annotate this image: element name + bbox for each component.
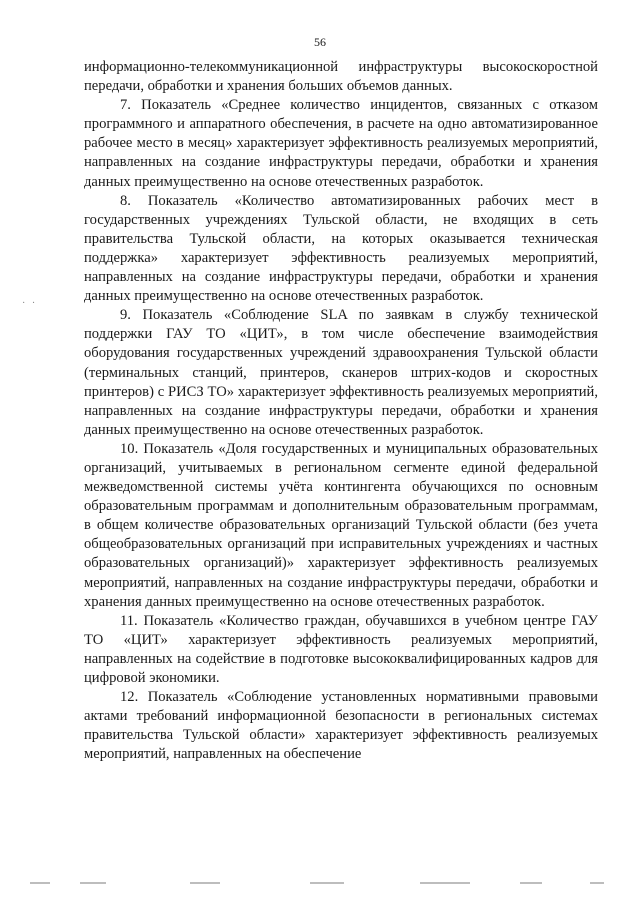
page-number: 56 (314, 35, 326, 49)
paragraph-indicator-9: 9. Показатель «Соблюдение SLA по заявкам в службу технической поддержки ГАУ ТО «ЦИТ», в том числе обеспечение взаимодействия оборудования государственных учреждений здравоохранения Тульской области (терминальных станций, принтеров, сканеров штрих-кодов и скоростных принтеров) с РИСЗ ТО» характеризует эффективность реализуемых мероприятий, направленных на создание инфраструктуры передачи, обработки и хранения данных преимущественно на основе отечественных разработок. (84, 307, 598, 438)
paragraph-continuation: информационно-телекоммуникационной инфраструктуры высокоскоростной передачи, обработки и хранения больших объемов данных. (84, 59, 598, 95)
paragraph-indicator-7: 7. Показатель «Среднее количество инцидентов, связанных с отказом программного и аппаратного обеспечения, в расчете на одно автоматизированное рабочее место в месяц» характеризует эффективность реализуемых мероприятий, направленных на создание инфраструктуры передачи, обработки и хранения данных преимущественно на основе отечественных разработок. (84, 97, 598, 190)
scan-bottom-artifact (0, 880, 640, 890)
paragraph-indicator-11: 11. Показатель «Количество граждан, обучавшихся в учебном центре ГАУ ТО «ЦИТ» характеризует эффективность реализуемых мероприятий, направленных на содействие в подготовке высококвалифицированных кадров для цифровой экономики. (84, 612, 598, 686)
document-body (84, 58, 598, 764)
scan-margin-artifact: · · (22, 298, 38, 309)
paragraph-indicator-12: 12. Показатель «Соблюдение установленных нормативными правовыми актами требований информационной безопасности в региональных системах правительства Тульской области» характеризует эффективность реализуемых мероприятий, направленных на обеспечение (84, 689, 598, 763)
paragraph-indicator-10: 10. Показатель «Доля государственных и муниципальных образовательных организаций, учитываемых в региональном сегменте единой федеральной межведомственной системы учёта контингента обучающихся по основным образовательным программам и дополнительным образовательным программам, в общем количестве образовательных организаций Тульской области (без учета общеобразовательных организаций при исправительных учреждениях и частных образовательных организаций)» характеризует эффективность реализуемых мероприятий, направленных на создание инфраструктуры передачи, обработки и хранения данных преимущественно на основе отечественных разработок. (84, 440, 598, 610)
paragraph-indicator-8: 8. Показатель «Количество автоматизированных рабочих мест в государственных учреждениях Тульской области, не входящих в сеть правительства Тульской области, на которых оказывается техническая поддержка» характеризует эффективность реализуемых мероприятий, направленных на создание инфраструктуры передачи, обработки и хранения данных преимущественно на основе отечественных разработок. (84, 192, 598, 305)
